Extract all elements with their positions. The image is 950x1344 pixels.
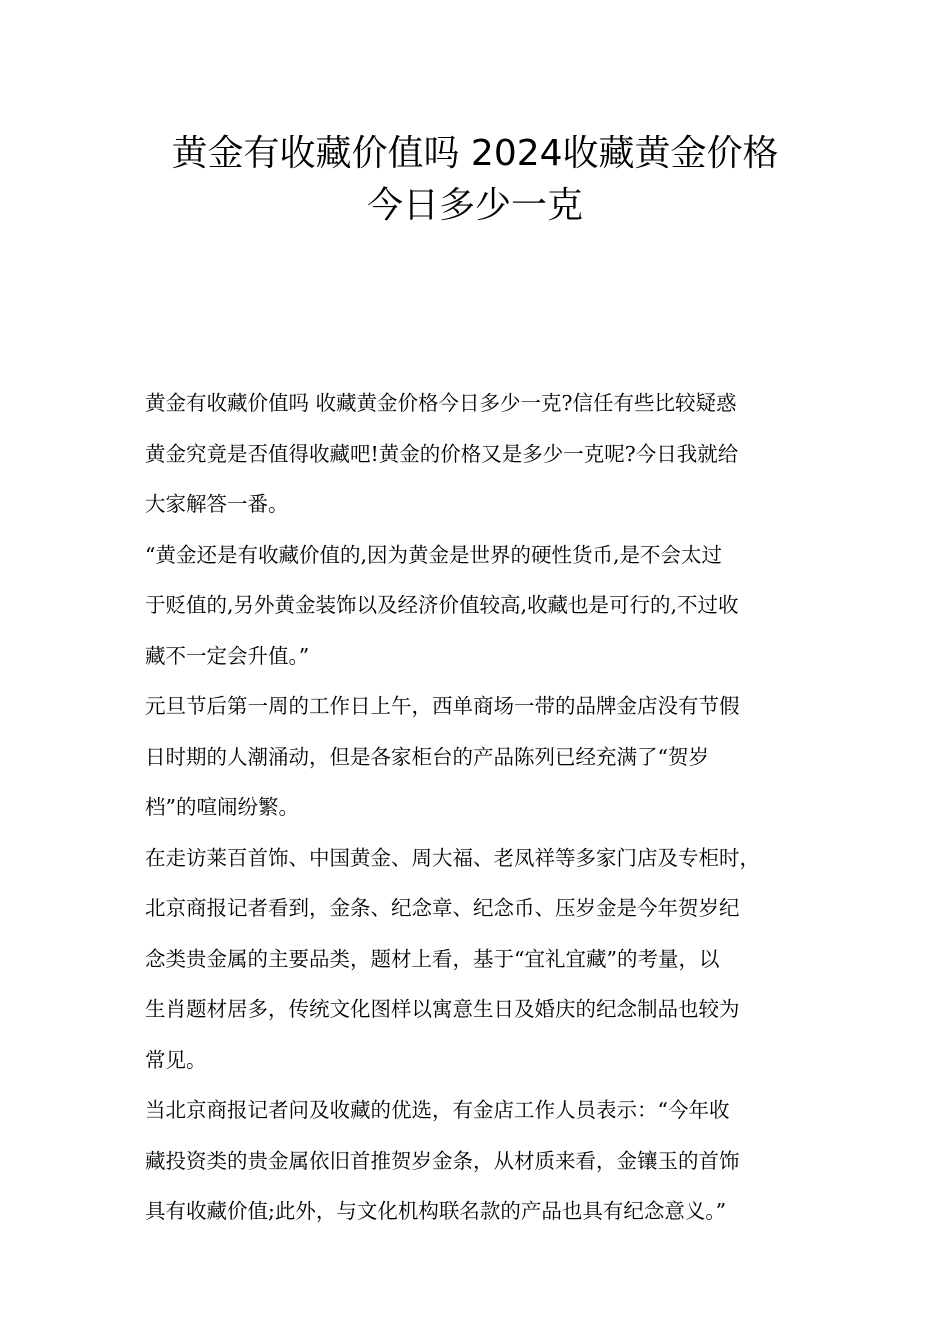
paragraph-line: 元旦节后第一周的工作日上午，西单商场一带的品牌金店没有节假 bbox=[145, 694, 740, 718]
paragraph-line: 于贬值的,另外黄金装饰以及经济价值较高,收藏也是可行的,不过收 bbox=[145, 593, 739, 617]
paragraph-1 bbox=[145, 378, 815, 530]
paragraph-line: 黄金有收藏价值吗 收藏黄金价格今日多少一克?信任有些比较疑惑 bbox=[145, 391, 737, 415]
document-body bbox=[145, 378, 815, 1237]
paragraph-3 bbox=[145, 681, 815, 833]
paragraph-line: 日时期的人潮涌动，但是各家柜台的产品陈列已经充满了“贺岁 bbox=[145, 744, 709, 769]
paragraph-line: 生肖题材居多，传统文化图样以寓意生日及婚庆的纪念制品也较为 bbox=[145, 997, 740, 1021]
paragraph-5 bbox=[145, 1085, 815, 1237]
title-line-2: 今日多少一克 bbox=[366, 185, 583, 226]
paragraph-4 bbox=[145, 833, 815, 1086]
paragraph-2 bbox=[145, 530, 815, 682]
title-line-1: 黄金有收藏价值吗 2024收藏黄金价格 bbox=[171, 133, 779, 174]
paragraph-line: 藏投资类的贵金属依旧首推贺岁金条，从材质来看，金镶玉的首饰 bbox=[145, 1148, 740, 1173]
paragraph-line: 档”的喧闹纷繁。 bbox=[145, 795, 299, 819]
paragraph-line: 大家解答一番。 bbox=[145, 492, 289, 516]
paragraph-line: 藏不一定会升值。” bbox=[145, 643, 310, 668]
paragraph-line: 当北京商报记者问及收藏的优选，有金店工作人员表示：“今年收 bbox=[145, 1098, 730, 1122]
paragraph-line: “黄金还是有收藏价值的,因为黄金是世界的硬性货币,是不会太过 bbox=[145, 542, 723, 567]
paragraph-line: 具有收藏价值;此外，与文化机构联名款的产品也具有纪念意义。” bbox=[145, 1199, 727, 1223]
document-title bbox=[60, 128, 890, 232]
paragraph-line: 北京商报记者看到，金条、纪念章、纪念币、压岁金是今年贺岁纪 bbox=[145, 896, 740, 920]
paragraph-line: 常见。 bbox=[145, 1047, 207, 1072]
paragraph-line: 黄金究竟是否值得收藏吧!黄金的价格又是多少一克呢?今日我就给 bbox=[145, 441, 739, 466]
paragraph-line: 在走访莱百首饰、中国黄金、周大福、老凤祥等多家门店及专柜时， bbox=[145, 845, 760, 870]
paragraph-line: 念类贵金属的主要品类，题材上看，基于“宜礼宜藏”的考量，以 bbox=[145, 946, 720, 971]
